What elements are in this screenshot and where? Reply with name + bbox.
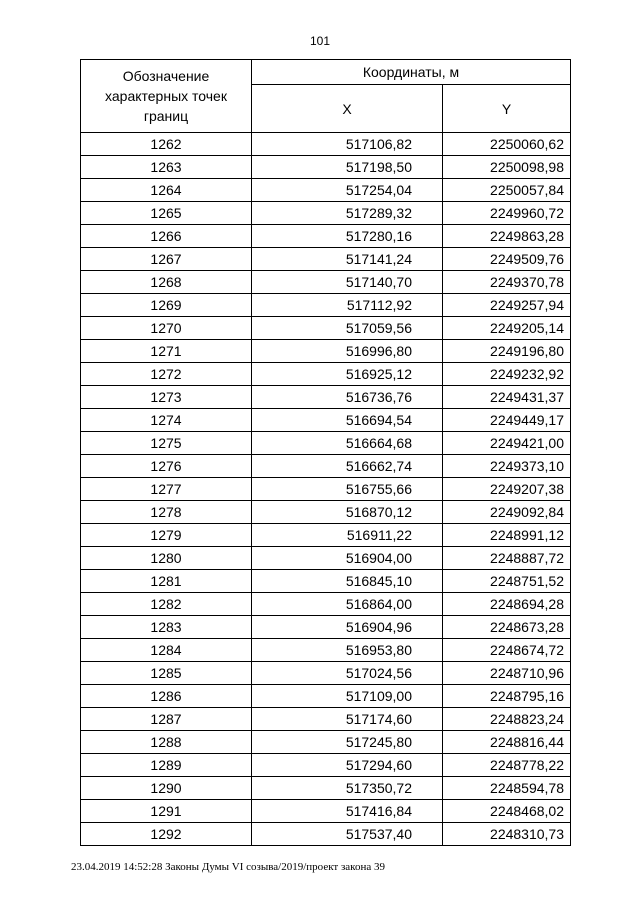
y-coordinate-cell: 2249863,28 bbox=[443, 225, 571, 248]
x-coordinate-cell: 516904,00 bbox=[252, 547, 443, 570]
table-row bbox=[81, 524, 571, 547]
point-number-cell: 1268 bbox=[81, 271, 252, 294]
point-number-cell: 1271 bbox=[81, 340, 252, 363]
table-row bbox=[81, 225, 571, 248]
table-row bbox=[81, 271, 571, 294]
x-coordinate-cell: 516755,66 bbox=[252, 478, 443, 501]
y-coordinate-cell: 2249370,78 bbox=[443, 271, 571, 294]
point-number-cell: 1286 bbox=[81, 685, 252, 708]
table-row bbox=[81, 639, 571, 662]
y-coordinate-cell: 2248991,12 bbox=[443, 524, 571, 547]
y-coordinate-cell: 2248778,22 bbox=[443, 754, 571, 777]
table-row bbox=[81, 340, 571, 363]
y-coordinate-cell: 2248694,28 bbox=[443, 593, 571, 616]
x-coordinate-cell: 516911,22 bbox=[252, 524, 443, 547]
y-coordinate-cell: 2248674,72 bbox=[443, 639, 571, 662]
table-row bbox=[81, 731, 571, 754]
table-row bbox=[81, 432, 571, 455]
x-coordinate-cell: 516864,00 bbox=[252, 593, 443, 616]
point-number-cell: 1274 bbox=[81, 409, 252, 432]
y-coordinate-cell: 2248823,24 bbox=[443, 708, 571, 731]
x-coordinate-cell: 517245,80 bbox=[252, 731, 443, 754]
y-coordinate-cell: 2250057,84 bbox=[443, 179, 571, 202]
table-row bbox=[81, 616, 571, 639]
y-coordinate-cell: 2248816,44 bbox=[443, 731, 571, 754]
table-row bbox=[81, 800, 571, 823]
coordinates-table bbox=[80, 59, 571, 846]
point-number-cell: 1280 bbox=[81, 547, 252, 570]
y-coordinate-cell: 2248887,72 bbox=[443, 547, 571, 570]
table-row bbox=[81, 248, 571, 271]
table-row bbox=[81, 294, 571, 317]
y-coordinate-cell: 2249205,14 bbox=[443, 317, 571, 340]
table-row bbox=[81, 202, 571, 225]
point-number-cell: 1275 bbox=[81, 432, 252, 455]
point-number-cell: 1276 bbox=[81, 455, 252, 478]
table-row bbox=[81, 455, 571, 478]
y-coordinate-cell: 2250098,98 bbox=[443, 156, 571, 179]
y-coordinate-cell: 2249092,84 bbox=[443, 501, 571, 524]
y-coordinate-cell: 2248710,96 bbox=[443, 662, 571, 685]
header-coordinates: Координаты, м bbox=[252, 60, 571, 85]
footer-stamp: 23.04.2019 14:52:28 Законы Думы VI созыва/2019/проект закона 39 bbox=[71, 861, 385, 873]
x-coordinate-cell: 517294,60 bbox=[252, 754, 443, 777]
point-number-cell: 1290 bbox=[81, 777, 252, 800]
point-number-cell: 1263 bbox=[81, 156, 252, 179]
x-coordinate-cell: 517416,84 bbox=[252, 800, 443, 823]
x-coordinate-cell: 517280,16 bbox=[252, 225, 443, 248]
point-number-cell: 1272 bbox=[81, 363, 252, 386]
x-coordinate-cell: 517106,82 bbox=[252, 133, 443, 156]
y-coordinate-cell: 2249373,10 bbox=[443, 455, 571, 478]
x-coordinate-cell: 517109,00 bbox=[252, 685, 443, 708]
y-coordinate-cell: 2248310,73 bbox=[443, 823, 571, 846]
x-coordinate-cell: 516664,68 bbox=[252, 432, 443, 455]
y-coordinate-cell: 2248468,02 bbox=[443, 800, 571, 823]
y-coordinate-cell: 2249431,37 bbox=[443, 386, 571, 409]
y-coordinate-cell: 2249232,92 bbox=[443, 363, 571, 386]
table-row bbox=[81, 386, 571, 409]
point-number-cell: 1281 bbox=[81, 570, 252, 593]
y-coordinate-cell: 2250060,62 bbox=[443, 133, 571, 156]
point-number-cell: 1284 bbox=[81, 639, 252, 662]
x-coordinate-cell: 517350,72 bbox=[252, 777, 443, 800]
x-coordinate-cell: 516925,12 bbox=[252, 363, 443, 386]
point-number-cell: 1264 bbox=[81, 179, 252, 202]
y-coordinate-cell: 2248594,78 bbox=[443, 777, 571, 800]
point-number-cell: 1288 bbox=[81, 731, 252, 754]
x-coordinate-cell: 516694,54 bbox=[252, 409, 443, 432]
y-coordinate-cell: 2248751,52 bbox=[443, 570, 571, 593]
table-row bbox=[81, 823, 571, 846]
y-coordinate-cell: 2249509,76 bbox=[443, 248, 571, 271]
x-coordinate-cell: 517198,50 bbox=[252, 156, 443, 179]
y-coordinate-cell: 2249960,72 bbox=[443, 202, 571, 225]
y-coordinate-cell: 2249257,94 bbox=[443, 294, 571, 317]
x-coordinate-cell: 517140,70 bbox=[252, 271, 443, 294]
point-number-cell: 1283 bbox=[81, 616, 252, 639]
point-number-cell: 1265 bbox=[81, 202, 252, 225]
point-number-cell: 1267 bbox=[81, 248, 252, 271]
y-coordinate-cell: 2248795,16 bbox=[443, 685, 571, 708]
table-row bbox=[81, 409, 571, 432]
x-coordinate-cell: 517289,32 bbox=[252, 202, 443, 225]
x-coordinate-cell: 517024,56 bbox=[252, 662, 443, 685]
x-coordinate-cell: 517174,60 bbox=[252, 708, 443, 731]
y-coordinate-cell: 2248673,28 bbox=[443, 616, 571, 639]
page-number: 101 bbox=[309, 34, 331, 48]
table-row bbox=[81, 593, 571, 616]
table-row bbox=[81, 156, 571, 179]
x-coordinate-cell: 516870,12 bbox=[252, 501, 443, 524]
y-coordinate-cell: 2249196,80 bbox=[443, 340, 571, 363]
point-number-cell: 1277 bbox=[81, 478, 252, 501]
table-row bbox=[81, 317, 571, 340]
header-y: Y bbox=[443, 85, 571, 133]
x-coordinate-cell: 516904,96 bbox=[252, 616, 443, 639]
table-row bbox=[81, 754, 571, 777]
header-point-designation: Обозначение характерных точек границ bbox=[81, 60, 252, 133]
table-row bbox=[81, 478, 571, 501]
table-row bbox=[81, 363, 571, 386]
point-number-cell: 1266 bbox=[81, 225, 252, 248]
table-row bbox=[81, 708, 571, 731]
point-number-cell: 1279 bbox=[81, 524, 252, 547]
x-coordinate-cell: 516996,80 bbox=[252, 340, 443, 363]
x-coordinate-cell: 516953,80 bbox=[252, 639, 443, 662]
point-number-cell: 1273 bbox=[81, 386, 252, 409]
point-number-cell: 1269 bbox=[81, 294, 252, 317]
point-number-cell: 1270 bbox=[81, 317, 252, 340]
table-row bbox=[81, 570, 571, 593]
table-row bbox=[81, 685, 571, 708]
y-coordinate-cell: 2249207,38 bbox=[443, 478, 571, 501]
x-coordinate-cell: 516845,10 bbox=[252, 570, 443, 593]
point-number-cell: 1262 bbox=[81, 133, 252, 156]
y-coordinate-cell: 2249421,00 bbox=[443, 432, 571, 455]
table-row bbox=[81, 662, 571, 685]
point-number-cell: 1289 bbox=[81, 754, 252, 777]
point-number-cell: 1285 bbox=[81, 662, 252, 685]
x-coordinate-cell: 517537,40 bbox=[252, 823, 443, 846]
y-coordinate-cell: 2249449,17 bbox=[443, 409, 571, 432]
x-coordinate-cell: 517254,04 bbox=[252, 179, 443, 202]
point-number-cell: 1282 bbox=[81, 593, 252, 616]
x-coordinate-cell: 517059,56 bbox=[252, 317, 443, 340]
table-row bbox=[81, 133, 571, 156]
table-row bbox=[81, 547, 571, 570]
x-coordinate-cell: 517112,92 bbox=[252, 294, 443, 317]
table-row bbox=[81, 179, 571, 202]
x-coordinate-cell: 517141,24 bbox=[252, 248, 443, 271]
header-x: X bbox=[252, 85, 443, 133]
point-number-cell: 1291 bbox=[81, 800, 252, 823]
table-row bbox=[81, 777, 571, 800]
table-row bbox=[81, 501, 571, 524]
point-number-cell: 1287 bbox=[81, 708, 252, 731]
table-body bbox=[81, 133, 571, 846]
x-coordinate-cell: 516736,76 bbox=[252, 386, 443, 409]
point-number-cell: 1278 bbox=[81, 501, 252, 524]
x-coordinate-cell: 516662,74 bbox=[252, 455, 443, 478]
point-number-cell: 1292 bbox=[81, 823, 252, 846]
